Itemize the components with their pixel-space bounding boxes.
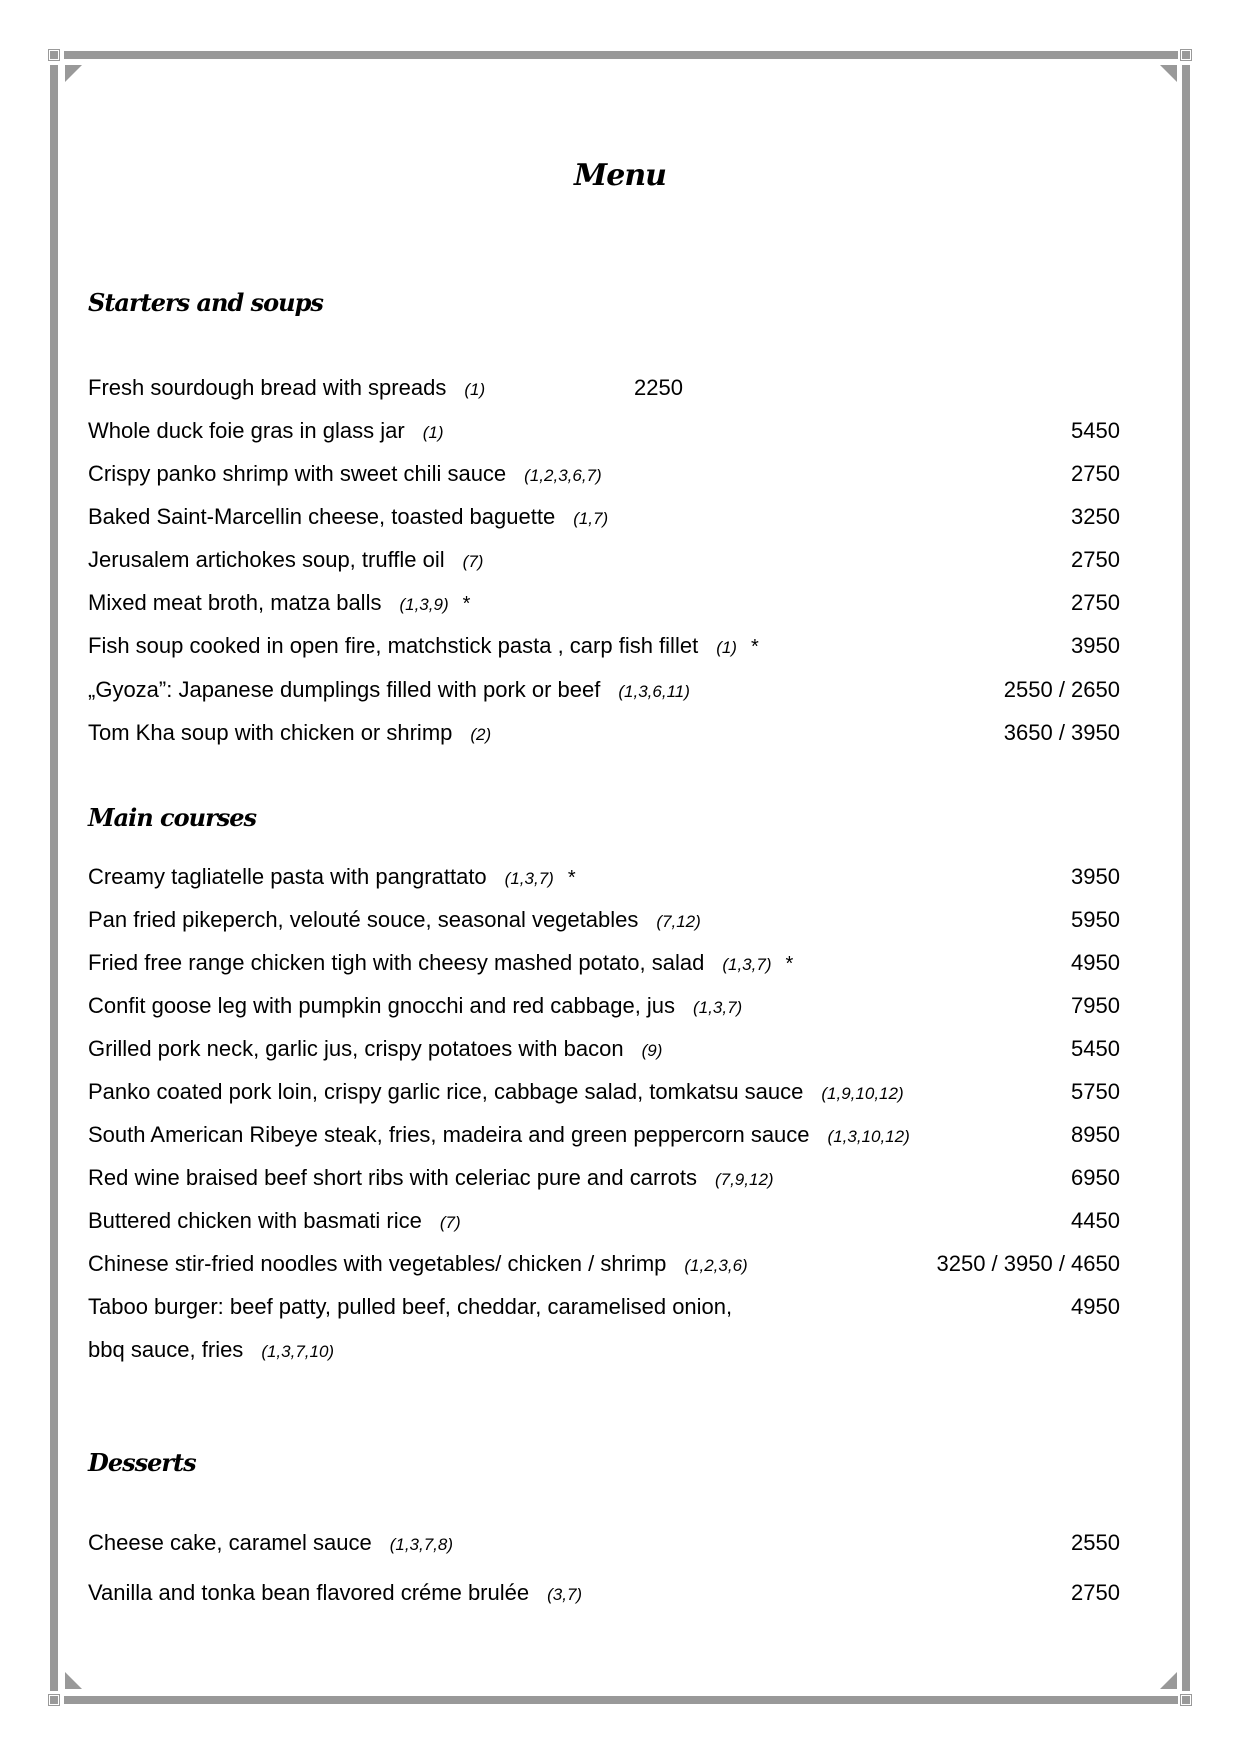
menu-item-allergens: (9) <box>641 1041 663 1060</box>
menu-item-price: 2750 <box>1071 1580 1120 1605</box>
menu-item-price: 2750 <box>1071 590 1120 615</box>
menu-item-name: bbq sauce, fries <box>88 1337 244 1362</box>
menu-item-allergens: (1,7) <box>573 509 609 528</box>
frame-corner-square-icon <box>50 1696 58 1704</box>
frame-border-right <box>1182 65 1190 1691</box>
menu-item-price: 7950 <box>1071 993 1120 1018</box>
menu-item-price: 5950 <box>1071 907 1120 932</box>
frame-corner-square-icon <box>1182 51 1190 59</box>
menu-item-name: Grilled pork neck, garlic jus, crispy potatoes with bacon <box>88 1036 624 1061</box>
menu-item <box>88 459 1120 489</box>
menu-item <box>88 631 1120 661</box>
menu-item-price: 3250 / 3950 / 4650 <box>936 1251 1120 1276</box>
menu-item-star-marker: * <box>567 867 576 889</box>
frame-border-left <box>50 65 58 1691</box>
menu-item <box>88 948 1120 978</box>
menu-item-name: Red wine braised beef short ribs with celeriac pure and carrots <box>88 1165 697 1190</box>
menu-item-allergens: (1) <box>464 380 486 399</box>
frame-border-bottom <box>64 1696 1178 1704</box>
menu-item-price: 8950 <box>1071 1122 1120 1147</box>
frame-corner-triangle-icon <box>1160 65 1177 82</box>
menu-item-allergens: (7) <box>439 1213 461 1232</box>
menu-item <box>88 1120 1120 1150</box>
menu-item-allergens: (1,3,7,8) <box>389 1535 454 1554</box>
menu-item-name: Panko coated pork loin, crispy garlic rice, cabbage salad, tomkatsu sauce <box>88 1079 804 1104</box>
menu-item-price: 3950 <box>1071 864 1120 889</box>
menu-item <box>88 373 1120 403</box>
menu-item-price: 5450 <box>1071 418 1120 443</box>
menu-item-allergens: (1) <box>422 423 444 442</box>
frame-corner-triangle-icon <box>65 1672 82 1689</box>
menu-item-name: Jerusalem artichokes soup, truffle oil <box>88 547 445 572</box>
menu-item-name: Tom Kha soup with chicken or shrimp <box>88 720 453 745</box>
menu-item <box>88 718 1120 748</box>
menu-item-name: Confit goose leg with pumpkin gnocchi and red cabbage, jus <box>88 993 676 1018</box>
menu-item-star-marker: * <box>462 593 471 615</box>
menu-item-allergens: (1,3,10,12) <box>827 1127 910 1146</box>
frame-corner-square-icon <box>50 51 58 59</box>
menu-item-name: South American Ribeye steak, fries, madeira and green peppercorn sauce <box>88 1122 810 1147</box>
menu-item-name: Taboo burger: beef patty, pulled beef, cheddar, caramelised onion, <box>88 1294 733 1319</box>
menu-item-name: Mixed meat broth, matza balls <box>88 590 382 615</box>
menu-item-name: Baked Saint-Marcellin cheese, toasted baguette <box>88 504 556 529</box>
section-heading-mains: Main courses <box>88 803 257 832</box>
menu-item-price: 5450 <box>1071 1036 1120 1061</box>
menu-item-star-marker: * <box>750 636 759 658</box>
menu-item-allergens: (7,9,12) <box>714 1170 774 1189</box>
menu-item-price: 5750 <box>1071 1079 1120 1104</box>
menu-item-allergens: (1,2,3,6) <box>684 1256 748 1275</box>
menu-item <box>88 1249 1120 1279</box>
menu-item <box>88 416 1120 446</box>
menu-item <box>88 991 1120 1021</box>
page-title: Menu <box>574 158 666 193</box>
menu-item-name: Whole duck foie gras in glass jar <box>88 418 405 443</box>
menu-item <box>88 545 1120 575</box>
menu-item-price: 4950 <box>1071 1294 1120 1319</box>
menu-item-allergens: (1) <box>716 638 737 657</box>
menu-item-allergens: (1,3,7) <box>693 998 743 1017</box>
menu-item-allergens: (1,3,6,11) <box>618 682 690 701</box>
frame-corner-triangle-icon <box>65 65 82 82</box>
menu-item-price: 2750 <box>1071 547 1120 572</box>
menu-item-price: 4450 <box>1071 1208 1120 1233</box>
menu-item-name: Chinese stir-fried noodles with vegetables/ chicken / shrimp <box>88 1251 667 1276</box>
menu-item-name: Fish soup cooked in open fire, matchstick pasta , carp fish fillet <box>88 633 699 658</box>
menu-item-price: 3250 <box>1071 504 1120 529</box>
menu-item-price: 6950 <box>1071 1165 1120 1190</box>
menu-item-allergens: (1,2,3,6,7) <box>524 466 602 485</box>
menu-item-allergens: (2) <box>470 725 492 744</box>
menu-item-price: 2550 / 2650 <box>1003 677 1120 702</box>
menu-item <box>88 588 1120 618</box>
menu-item-allergens: (1,9,10,12) <box>821 1084 904 1103</box>
menu-item <box>88 905 1120 935</box>
menu-item-price: 3950 <box>1071 633 1120 658</box>
menu-item-allergens: (1,3,7) <box>722 955 772 974</box>
menu-item <box>88 1206 1120 1236</box>
menu-item <box>88 1292 1120 1322</box>
section-heading-starters: Starters and soups <box>88 288 323 317</box>
menu-item-price: 2250 <box>634 375 683 400</box>
menu-item-price: 2750 <box>1071 461 1120 486</box>
menu-item-allergens: (1,3,9) <box>399 595 449 614</box>
menu-item <box>88 1034 1120 1064</box>
menu-item-name: „Gyoza”: Japanese dumplings filled with pork or beef <box>88 677 601 702</box>
frame-border-top <box>64 51 1178 59</box>
menu-item-name: Fresh sourdough bread with spreads <box>88 375 447 400</box>
section-heading-desserts: Desserts <box>88 1448 196 1477</box>
menu-item <box>88 862 1120 892</box>
menu-item-allergens: (3,7) <box>547 1585 583 1604</box>
menu-item-name: Crispy panko shrimp with sweet chili sauce <box>88 461 507 486</box>
menu-item-price: 3650 / 3950 <box>1003 720 1120 745</box>
menu-item-allergens: (7,12) <box>656 912 701 931</box>
menu-item <box>88 1077 1120 1107</box>
menu-item-name: Vanilla and tonka bean flavored créme brulée <box>88 1580 530 1605</box>
menu-item <box>88 1528 1120 1558</box>
menu-item-name: Buttered chicken with basmati rice <box>88 1208 422 1233</box>
menu-item <box>88 502 1120 532</box>
frame-corner-square-icon <box>1182 1696 1190 1704</box>
menu-item-name: Creamy tagliatelle pasta with pangrattato <box>88 864 487 889</box>
menu-item-allergens: (1,3,7) <box>504 869 554 888</box>
menu-item-allergens: (7) <box>462 552 484 571</box>
menu-item-name: Fried free range chicken tigh with cheesy mashed potato, salad <box>88 950 705 975</box>
menu-item <box>88 1163 1120 1193</box>
menu-item-allergens: (1,3,7,10) <box>261 1342 335 1361</box>
menu-item <box>88 675 1120 705</box>
menu-item-star-marker: * <box>785 953 794 975</box>
menu-item-name: Pan fried pikeperch, velouté souce, seasonal vegetables <box>88 907 639 932</box>
menu-item <box>88 1578 1120 1608</box>
menu-item-price: 4950 <box>1071 950 1120 975</box>
menu-item-price: 2550 <box>1071 1530 1120 1555</box>
frame-corner-triangle-icon <box>1160 1672 1177 1689</box>
menu-item-name: Cheese cake, caramel sauce <box>88 1530 372 1555</box>
menu-item <box>88 1335 1120 1365</box>
